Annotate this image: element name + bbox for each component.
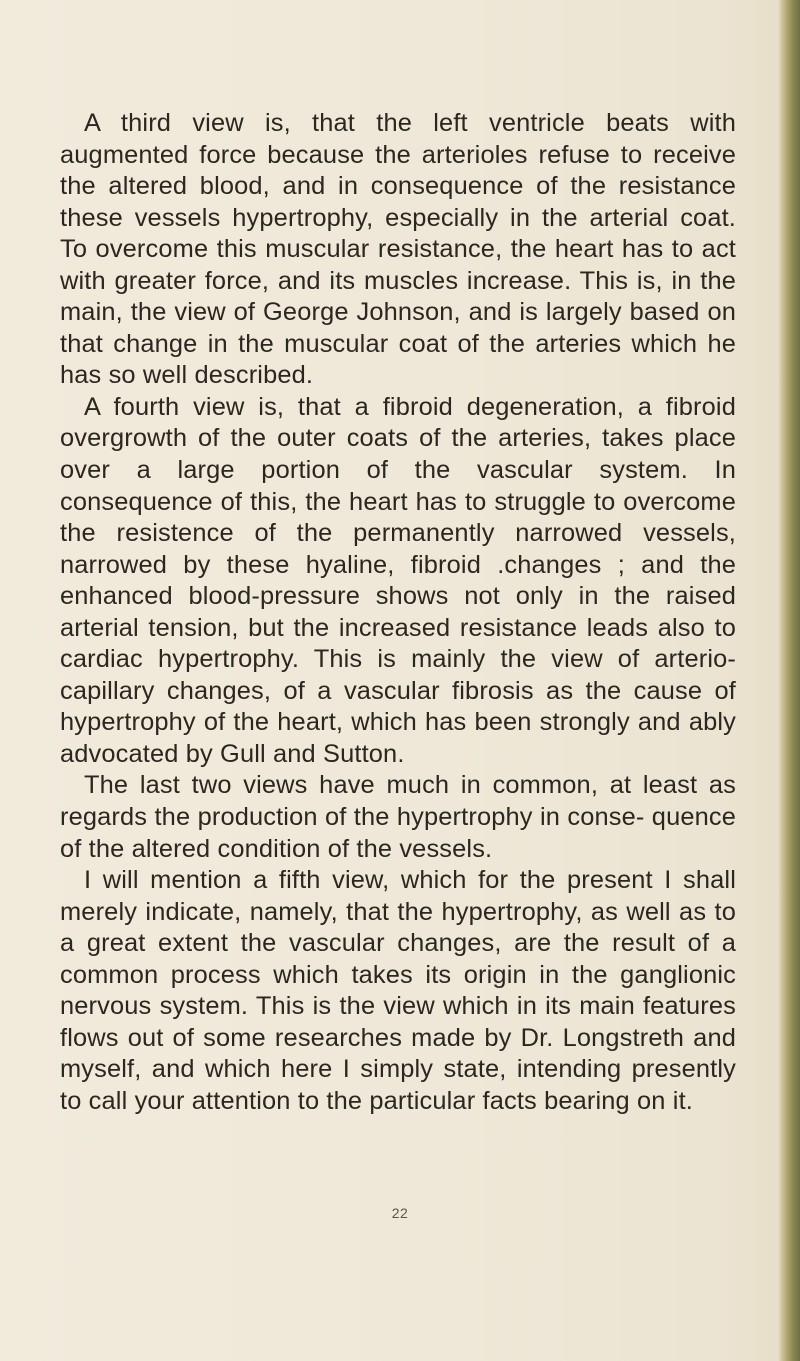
paragraph-fourth-view: A fourth view is, that a fibroid degeneration, a fibroid overgrowth of the outer coats of the arteries, takes place over a large portion of the vascular system. In consequence of this, the heart has to struggle to overcome the resistence of the permanently narrowed vessels, narrowed by these hyaline, fibroid .changes ; and the enhanced blood-pressure shows not only in the raised arterial tension, but the increased resistance leads also to cardiac hypertrophy. This is mainly the view of arterio-capillary changes, of a vascular fibrosis as the cause of hypertrophy of the heart, which has been strongly and ably advocated by Gull and Sutton.	[60, 392, 736, 768]
paragraph-third-view: A third view is, that the left ventricle beats with augmented force because the arterioles refuse to receive the altered blood, and in consequence of the resistance these vessels hypertrophy, especially in the arterial coat. To overcome this muscular resistance, the heart has to act with greater force, and its muscles increase. This is, in the main, the view of George Johnson, and is largely based on that change in the muscular coat of the arteries which he has so well described.	[60, 109, 736, 390]
page-edge-shadow	[778, 0, 800, 1361]
paragraph-last-two-views: The last two views have much in common, at least as regards the production of the hypertrophy in conse- quence of the altered condition of the vessels.	[60, 771, 736, 863]
paragraph-fifth-view: I will mention a fifth view, which for the present I shall merely indicate, namely, that the hypertrophy, as well as to a great extent the vascular changes, are the result of a common process which takes its origin in the ganglionic nervous system. This is the view which in its main features flows out of some researches made by Dr. Longstreth and myself, and which here I simply state, intending presently to call your attention to the particular facts bearing on it.	[60, 866, 736, 1115]
body-text	[60, 108, 736, 1118]
page-number: 22	[391, 1205, 409, 1221]
